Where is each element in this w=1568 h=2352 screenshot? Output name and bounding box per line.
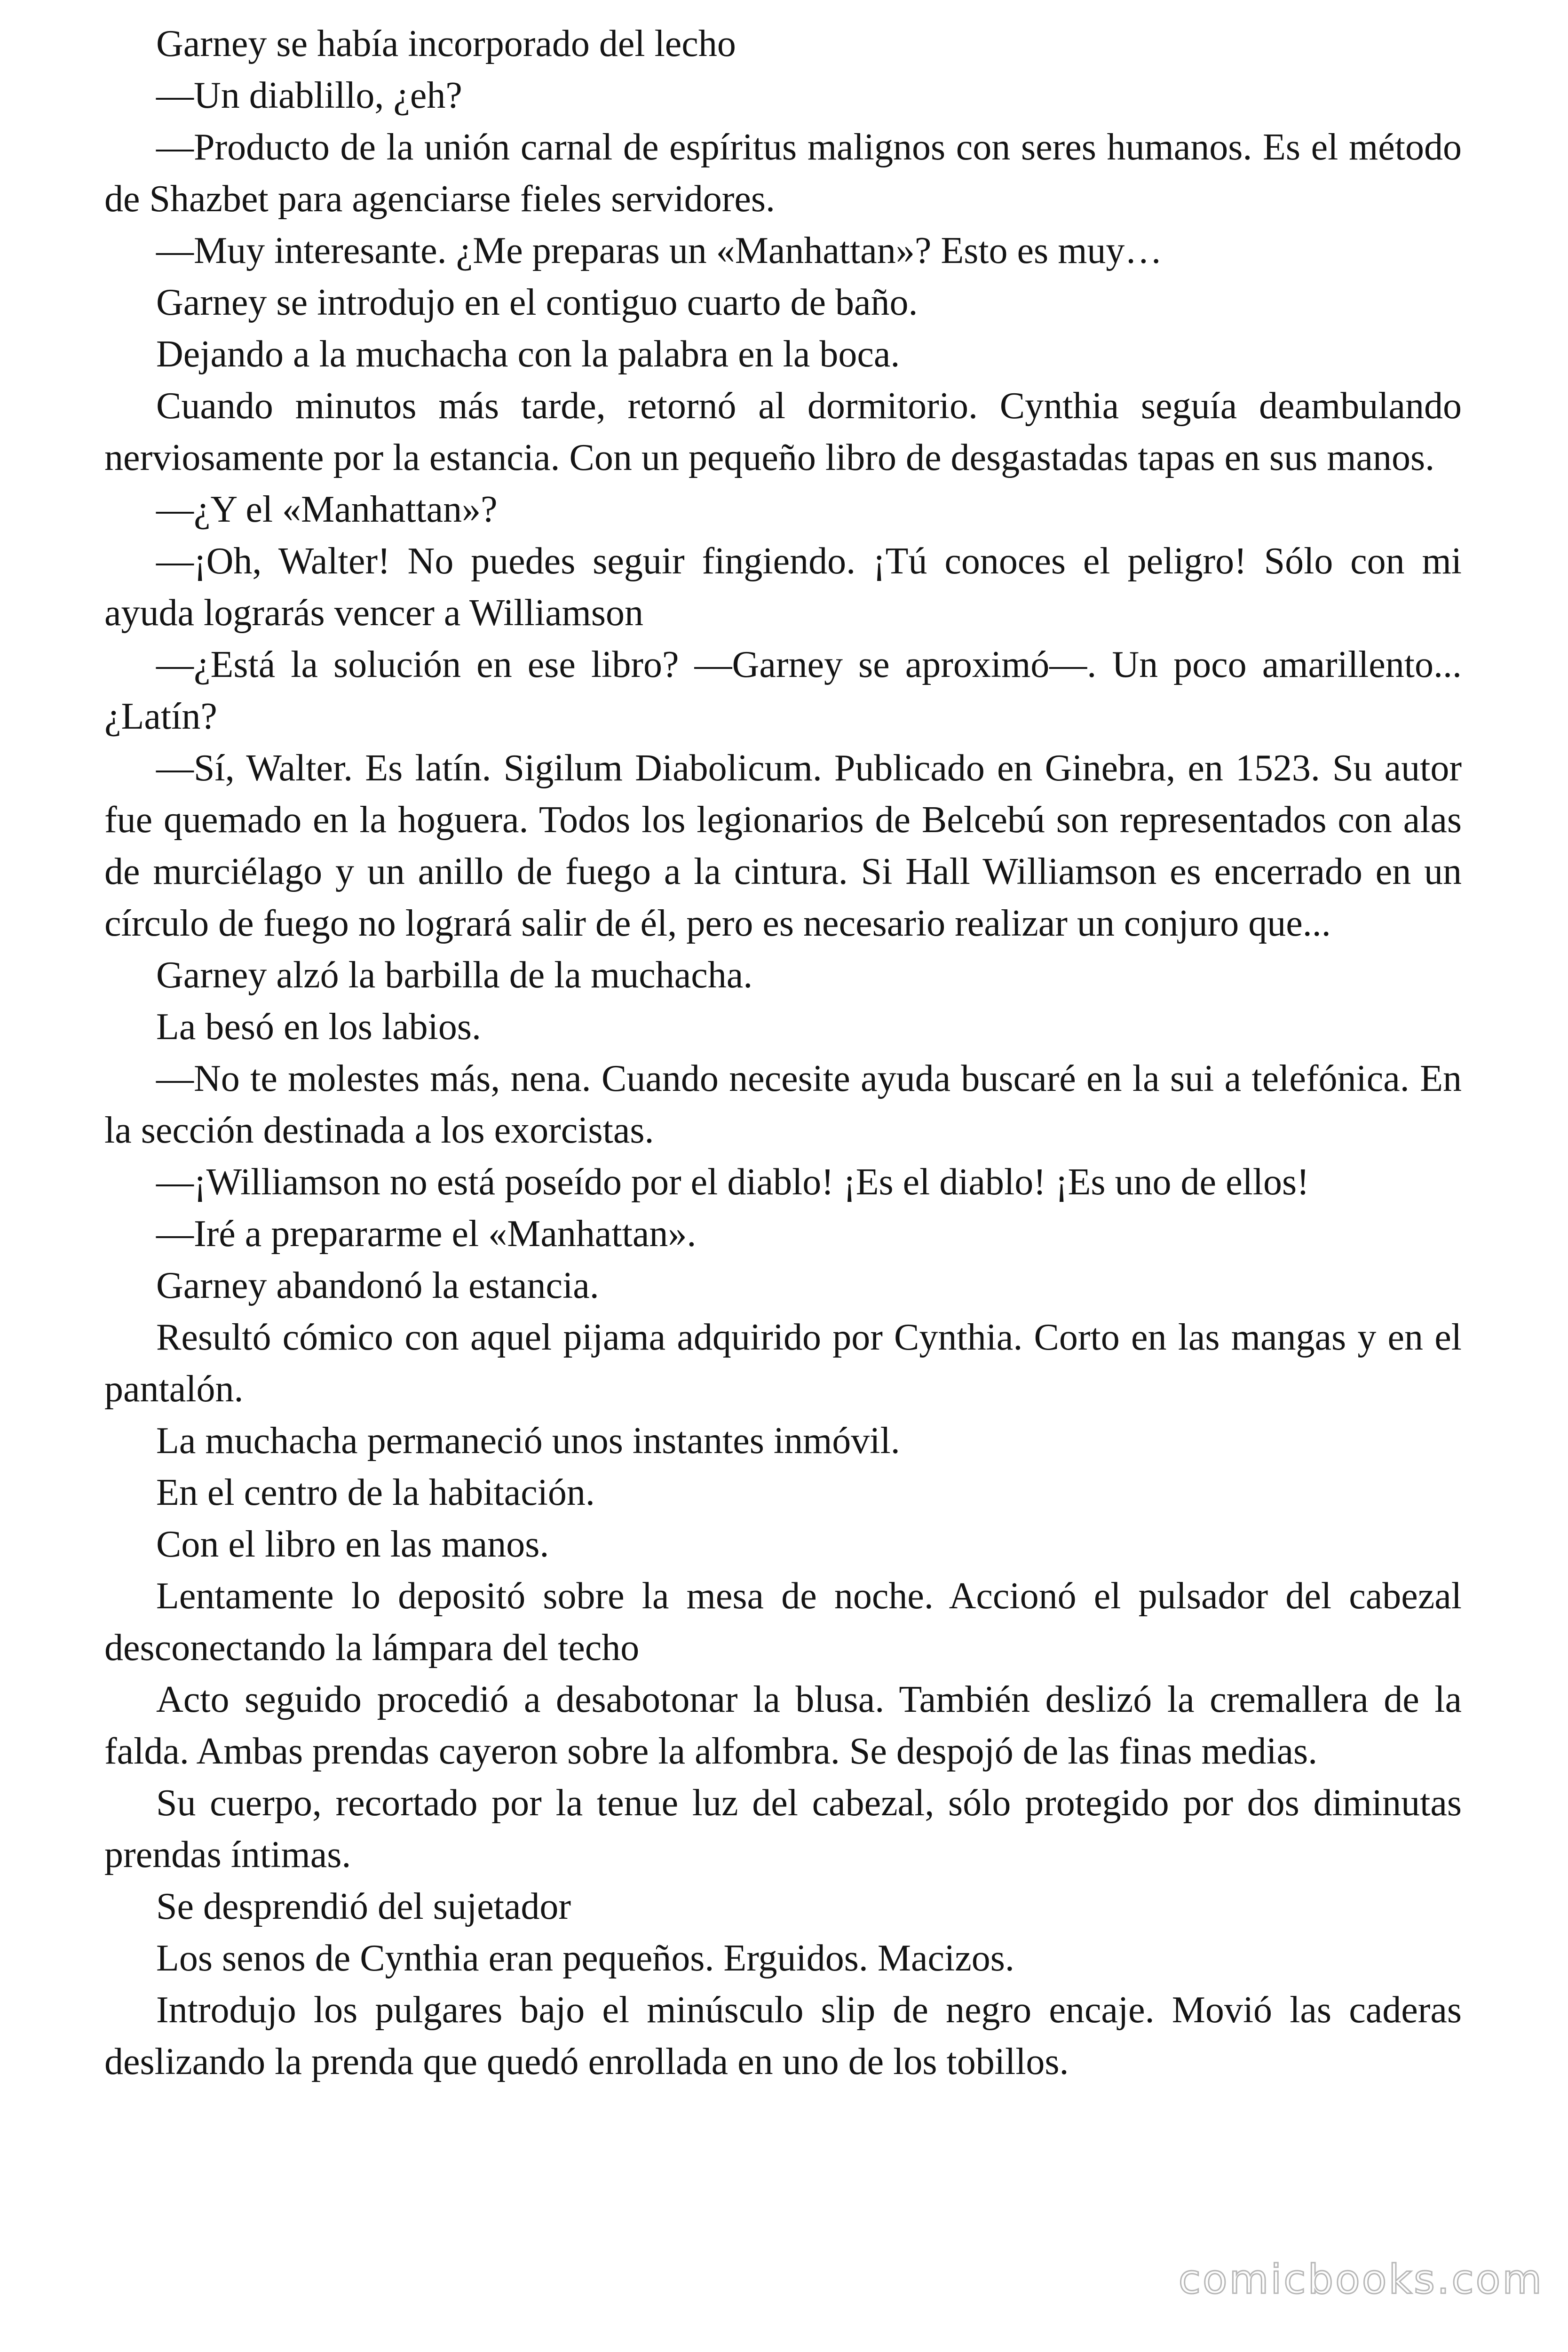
paragraph: —No te molestes más, nena. Cuando necesite ayuda buscaré en la sui a telefónica. En la sección destinada a los exorcistas. bbox=[104, 1058, 1462, 1151]
paragraph: —¡Oh, Walter! No puedes seguir fingiendo. ¡Tú conoces el peligro! Sólo con mi ayuda lograrás vencer a Williamson bbox=[104, 540, 1462, 634]
paragraph: —¿Está la solución en ese libro? —Garney se aproximó—. Un poco amarillento... ¿Latín? bbox=[104, 644, 1462, 737]
paragraph: Su cuerpo, recortado por la tenue luz del cabezal, sólo protegido por dos diminutas prendas íntimas. bbox=[104, 1782, 1462, 1875]
watermark: comicbooks.com bbox=[1178, 2256, 1544, 2303]
paragraph: —¿Y el «Manhattan»? bbox=[156, 489, 498, 530]
paragraph: Lentamente lo depositó sobre la mesa de noche. Accionó el pulsador del cabezal desconectando la lámpara del techo bbox=[104, 1575, 1462, 1669]
paragraph: Los senos de Cynthia eran pequeños. Erguidos. Macizos. bbox=[156, 1938, 1014, 1979]
paragraph: Se desprendió del sujetador bbox=[156, 1886, 571, 1927]
paragraph: Garney se introdujo en el contiguo cuarto de baño. bbox=[156, 282, 918, 323]
paragraph: Garney se había incorporado del lecho bbox=[156, 23, 736, 64]
paragraph: —Producto de la unión carnal de espíritus malignos con seres humanos. Es el método de Shazbet para agenciarse fieles servidores. bbox=[104, 127, 1462, 220]
paragraph: —Iré a prepararme el «Manhattan». bbox=[156, 1213, 697, 1255]
paragraph: Resultó cómico con aquel pijama adquirido por Cynthia. Corto en las mangas y en el pantalón. bbox=[104, 1317, 1462, 1410]
paragraph: —Muy interesante. ¿Me preparas un «Manhattan»? Esto es muy… bbox=[156, 230, 1163, 271]
book-page-text bbox=[104, 18, 1462, 2088]
paragraph: Cuando minutos más tarde, retornó al dormitorio. Cynthia seguía deambulando nerviosamente por la estancia. Con un pequeño libro de desgastadas tapas en sus manos. bbox=[104, 385, 1462, 478]
paragraph: Garney alzó la barbilla de la muchacha. bbox=[156, 954, 753, 996]
paragraph: La besó en los labios. bbox=[156, 1006, 481, 1048]
paragraph: —¡Williamson no está poseído por el diablo! ¡Es el diablo! ¡Es uno de ellos! bbox=[156, 1161, 1309, 1203]
paragraph: La muchacha permaneció unos instantes inmóvil. bbox=[156, 1420, 900, 1462]
paragraph: Garney abandonó la estancia. bbox=[156, 1265, 599, 1306]
paragraph: Introdujo los pulgares bajo el minúsculo slip de negro encaje. Movió las caderas deslizando la prenda que quedó enrollada en uno de los tobillos. bbox=[104, 1989, 1462, 2082]
paragraph: En el centro de la habitación. bbox=[156, 1472, 595, 1513]
paragraph: Dejando a la muchacha con la palabra en la boca. bbox=[156, 334, 900, 375]
paragraph: —Un diablillo, ¿eh? bbox=[156, 75, 462, 116]
paragraph: Acto seguido procedió a desabotonar la blusa. También deslizó la cremallera de la falda. Ambas prendas cayeron sobre la alfombra. Se despojó de las finas medias. bbox=[104, 1679, 1462, 1772]
paragraph: Con el libro en las manos. bbox=[156, 1524, 549, 1565]
paragraph: —Sí, Walter. Es latín. Sigilum Diabolicum. Publicado en Ginebra, en 1523. Su autor fue quemado en la hoguera. Todos los legionarios de Belcebú son representados con alas de murciélago y un anillo de fuego a la cintura. Si Hall Williamson es encerrado en un círculo de fuego no logrará salir de él, pero es necesario realizar un conjuro que... bbox=[104, 747, 1462, 944]
